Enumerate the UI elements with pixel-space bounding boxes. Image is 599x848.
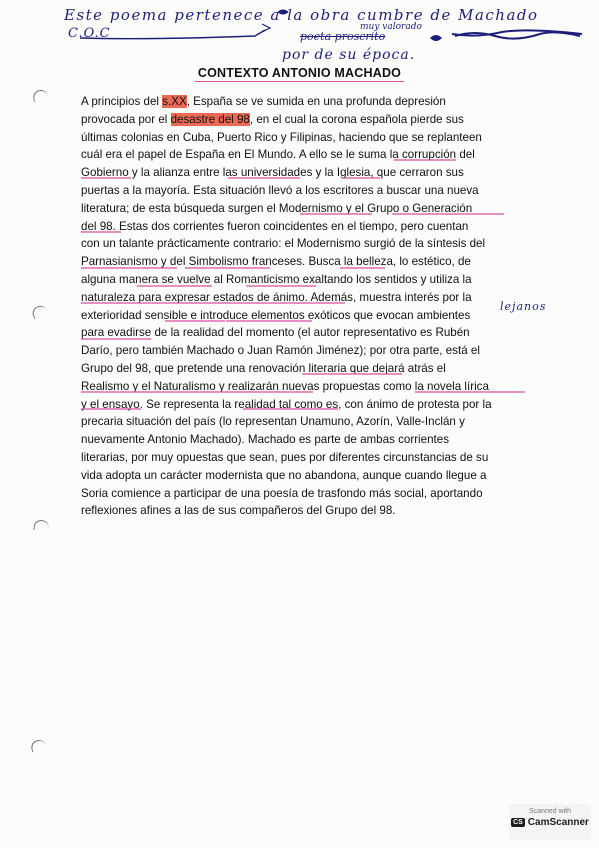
text-line: nuevamente Antonio Machado). Machado es parte de ambas corrientes [81, 433, 449, 447]
handwritten-note-line4: poeta proscrito [300, 30, 386, 43]
text-line: Gobierno y la alianza entre las universidades y la Iglesia, que cerraron sus [81, 166, 464, 180]
punch-hole-mark [33, 519, 49, 532]
handwritten-note-line1: Este poema pertenece a la obra cumbre de Machado [64, 6, 539, 24]
camscanner-logo-icon: CS [513, 819, 523, 826]
text-line: Realismo y el Naturalismo y realizarán nuevas propuestas como la novela lírica [81, 379, 489, 393]
text-line: Darío, pero también Machado o Juan Ramón Jiménez); por otra parte, está el [81, 344, 480, 358]
text-line: del 98. Estas dos corrientes fueron coincidentes en el tiempo, pero cuentan [81, 219, 469, 233]
text-line: literatura; de esta búsqueda surgen el Modernismo y el Grupo o Generación [81, 201, 473, 215]
scanner-watermark-badge [509, 804, 591, 840]
text-line: provocada por el desastre del 98, en el cual la corona española pierde sus [81, 112, 464, 126]
text-line: naturaleza para expresar estados de ánimo. Además, muestra interés por la [81, 290, 472, 304]
handwritten-note-line3: muy valorado [360, 22, 422, 32]
text-line: alguna manera se vuelve al Romanticismo exaltando los sentidos y utiliza la [81, 272, 472, 286]
handwritten-note-line5: por de su época. [282, 47, 416, 63]
text-line: precaria situación del país (lo representan Unamuno, Azorín, Valle-Inclán y [81, 415, 465, 429]
text-line: Grupo del 98, que pretende una renovación literaria que dejará atrás el [81, 361, 446, 375]
punch-hole-mark [32, 89, 48, 102]
text-line: Soria comience a participar de una poesía de trasfondo más social, aportando [81, 486, 483, 500]
page-title [0, 66, 599, 80]
watermark-brand: CS CamScanner [513, 817, 589, 828]
text-line: A principios del s.XX, España se ve sumida en una profunda depresión [81, 95, 446, 108]
text-line: Parnasianismo y del Simbolismo franceses. Busca la belleza, lo estético, de [81, 255, 471, 269]
page-title-text: CONTEXTO ANTONIO MACHADO [195, 66, 404, 82]
body-paragraph [81, 93, 521, 520]
text-line: vida adopta un carácter modernista que no abandona, aunque cuando llegue a [81, 468, 487, 482]
text-line: puertas a la mayoría. Esta situación llevó a los escritores a buscar una nueva [81, 183, 479, 197]
punch-hole-mark [30, 739, 47, 752]
handwritten-note-line2: C.O.C [68, 26, 111, 41]
text-line: literarias, por muy opuestas que sean, pues por diferentes circunstancias de su [81, 450, 489, 464]
watermark-caption: Scanned with [528, 808, 572, 815]
highlight-desastre: desastre del 98 [170, 112, 250, 126]
text-line: y el ensayo. Se representa la realidad tal como es, con ánimo de protesta por la [81, 397, 492, 411]
text-line: para evadirse de la realidad del momento (el autor representativo es Rubén [81, 326, 470, 340]
text-line: exterioridad sensible e introduce elementos exóticos que evocan ambientes [81, 308, 471, 322]
text-line: reflexiones afines a las de sus compañeros del Grupo del 98. [81, 504, 396, 518]
text-line: cuál era el papel de España en El Mundo. A ello se le suma la corrupción del [81, 148, 475, 162]
punch-hole-mark [31, 304, 49, 319]
highlight-sxx: s.XX [162, 95, 187, 108]
text-line: con un talante prácticamente contrario: el Modernismo surgió de la síntesis del [81, 237, 486, 251]
handwritten-margin-note: lejanos [500, 300, 547, 313]
text-line: últimas colonias en Cuba, Puerto Rico y Filipinas, haciendo que se replanteen [81, 130, 482, 144]
